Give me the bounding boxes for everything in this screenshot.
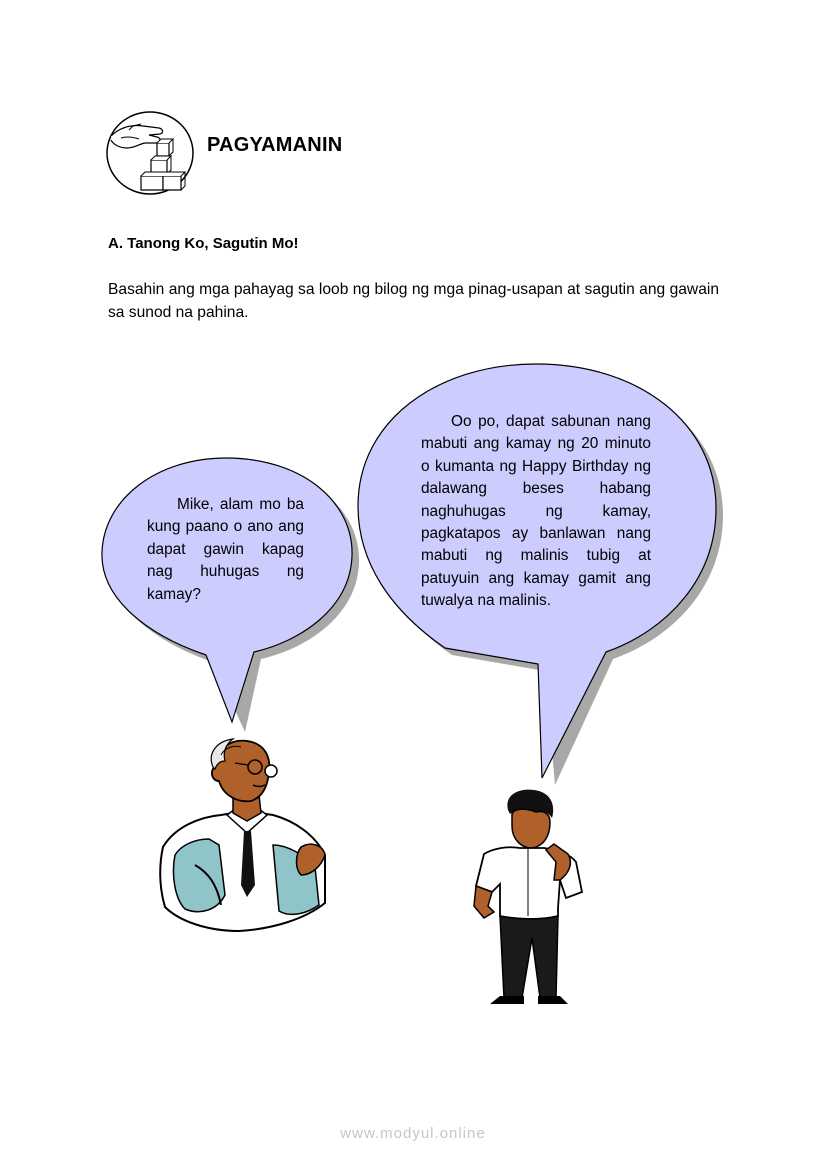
section-title: PAGYAMANIN — [207, 134, 343, 156]
student-bubble-text — [421, 411, 651, 613]
activity-heading: A. Tanong Ko, Sagutin Mo! — [108, 235, 299, 252]
footer-watermark: www.modyul.online — [340, 1125, 486, 1142]
teacher-illustration — [155, 735, 330, 935]
student-answer: Oo po, dapat sabunan nang mabuti ang kamay ng 20 minuto o kumanta ng Happy Birthday ng dalawang beses habang naghuhugas ng kamay, pagkatapos ay banlawan nang mabuti ng malinis tubig at patuyuin ang kamay gamit ang tuwalya na malinis. — [421, 413, 651, 610]
student-illustration — [450, 788, 590, 1010]
teacher-bubble-text — [147, 494, 304, 606]
teacher-question: Mike, alam mo ba kung paano o ano ang dapat gawin kapag nag huhugas ng kamay? — [147, 496, 304, 603]
activity-instructions: Basahin ang mga pahayag sa loob ng bilog ng mga pinag-usapan at sagutin ang gawain sa sunod na pahina. — [108, 281, 719, 321]
